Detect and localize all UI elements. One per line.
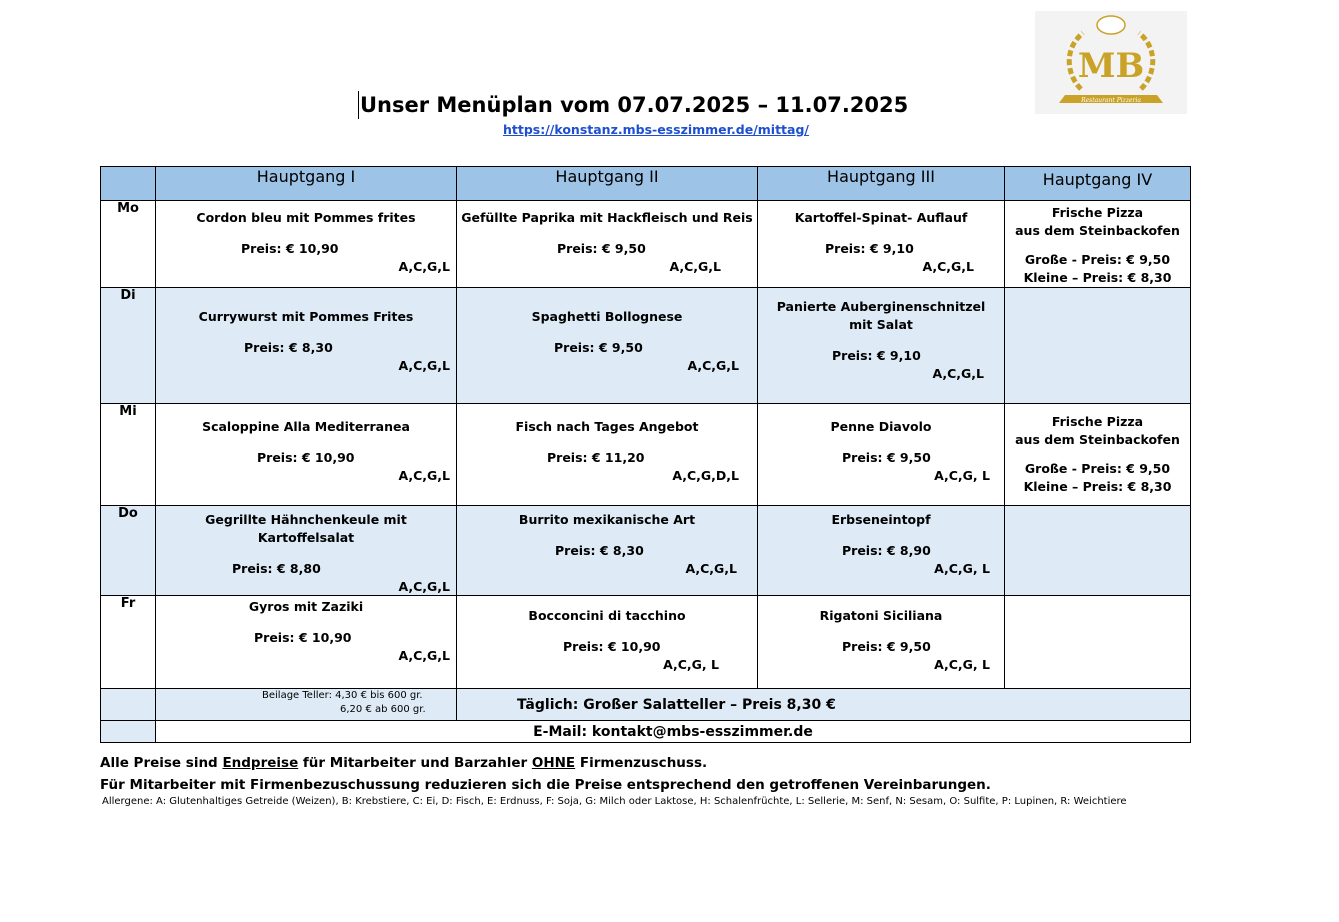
notes-line-1: Alle Preise sind Endpreise für Mitarbeiter und Barzahler OHNE Firmenzuschuss. — [100, 755, 708, 771]
dish-allergens: A,C,G, L — [934, 468, 990, 483]
empty-cell — [101, 689, 156, 721]
dish-price: Preis: € 8,30 — [555, 543, 644, 558]
dish-allergens: A,C,G,L — [922, 259, 974, 274]
dish-name: Kartoffel-Spinat- Auflauf — [794, 210, 968, 225]
day-label: Do — [101, 506, 156, 596]
pizza-title: Frische Pizza — [1051, 205, 1144, 220]
laurel-wreath-logo-icon — [1035, 11, 1187, 114]
dish-allergens: A,C,G,L — [398, 468, 450, 483]
dish-name: Panierte Auberginenschnitzel mit Salat — [776, 299, 986, 332]
dish-allergens: A,C,G,L — [669, 259, 721, 274]
empty-cell — [1005, 288, 1191, 404]
menu-cell — [758, 596, 1005, 689]
menu-cell — [156, 596, 457, 689]
dish-name: Burrito mexikanische Art — [518, 512, 696, 527]
row-mi — [101, 404, 1191, 506]
pizza-large-price: Große - Preis: € 9,50 — [1024, 461, 1171, 476]
dish-price: Preis: € 10,90 — [241, 241, 339, 256]
dish-price: Preis: € 11,20 — [547, 450, 645, 465]
dish-price: Preis: € 8,30 — [244, 340, 333, 355]
menu-cell — [156, 288, 457, 404]
menu-cell — [758, 404, 1005, 506]
row-email — [101, 721, 1191, 743]
dish-allergens: A,C,G,L — [932, 366, 984, 381]
dish-allergens: A,C,G,L — [398, 648, 450, 663]
pizza-small-price: Kleine – Preis: € 8,30 — [1023, 270, 1172, 285]
dish-price: Preis: € 9,50 — [557, 241, 646, 256]
pizza-small-price: Kleine – Preis: € 8,30 — [1023, 479, 1172, 494]
dish-name: Gefüllte Paprika mit Hackfleisch und Reis — [461, 210, 753, 225]
header-hauptgang-1: Hauptgang I — [156, 167, 457, 201]
dish-allergens: A,C,G,L — [398, 259, 450, 274]
menu-cell — [457, 288, 758, 404]
header-hauptgang-3: Hauptgang III — [758, 167, 1005, 201]
dish-price: Preis: € 9,50 — [842, 450, 931, 465]
day-label: Fr — [101, 596, 156, 689]
dish-allergens: A,C,G,L — [398, 358, 450, 373]
empty-cell — [101, 721, 156, 743]
dish-name: Spaghetti Bollognese — [531, 309, 683, 324]
row-mo — [101, 201, 1191, 288]
dish-allergens: A,C,G, L — [934, 561, 990, 576]
row-beilage — [101, 689, 1191, 721]
dish-price: Preis: € 8,90 — [842, 543, 931, 558]
menu-cell — [758, 506, 1005, 596]
svg-text:Restaurant Pizzeria: Restaurant Pizzeria — [1081, 97, 1141, 104]
pizza-subtitle: aus dem Steinbackofen — [1015, 223, 1180, 238]
email-cell: E-Mail: kontakt@mbs-esszimmer.de — [156, 721, 1191, 743]
row-do — [101, 506, 1191, 596]
dish-name: Cordon bleu mit Pommes frites — [196, 210, 416, 225]
menu-link[interactable]: https://konstanz.mbs-esszimmer.de/mittag/ — [503, 122, 809, 137]
empty-cell — [1005, 596, 1191, 689]
dish-name: Currywurst mit Pommes Frites — [198, 309, 414, 324]
menu-cell — [156, 404, 457, 506]
dish-allergens: A,C,G, L — [663, 657, 719, 672]
dish-name: Rigatoni Siciliana — [819, 608, 943, 623]
dish-name: Penne Diavolo — [830, 419, 932, 434]
dish-name: Gyros mit Zaziki — [248, 599, 364, 614]
day-label: Mi — [101, 404, 156, 506]
pizza-subtitle: aus dem Steinbackofen — [1015, 432, 1180, 447]
empty-cell — [1005, 506, 1191, 596]
dish-price: Preis: € 10,90 — [563, 639, 661, 654]
day-label: Mo — [101, 201, 156, 288]
menu-cell — [758, 288, 1005, 404]
page-title: Unser Menüplan vom 07.07.2025 – 11.07.2025 — [360, 93, 909, 117]
day-label: Di — [101, 288, 156, 404]
dish-name: Fisch nach Tages Angebot — [515, 419, 699, 434]
pizza-cell — [1005, 404, 1191, 506]
dish-allergens: A,C,G,L — [398, 579, 450, 594]
price-notes — [100, 752, 991, 796]
dish-name: Gegrillte Hähnchenkeule mit Kartoffelsalat — [205, 512, 407, 545]
menu-cell — [758, 201, 1005, 288]
notes-line-2: Für Mitarbeiter mit Firmenbezuschussung reduzieren sich die Preise entsprechend den getroffenen Vereinbarungen. — [100, 777, 991, 793]
dish-name: Bocconcini di tacchino — [528, 608, 686, 623]
dish-price: Preis: € 9,10 — [825, 241, 914, 256]
dish-allergens: A,C,G,L — [685, 561, 737, 576]
pizza-large-price: Große - Preis: € 9,50 — [1024, 252, 1171, 267]
pizza-cell — [1005, 201, 1191, 288]
menu-cell — [457, 404, 758, 506]
dish-allergens: A,C,G,D,L — [672, 468, 739, 483]
dish-allergens: A,C,G, L — [934, 657, 990, 672]
pizza-title: Frische Pizza — [1051, 414, 1144, 429]
dish-price: Preis: € 9,50 — [554, 340, 643, 355]
svg-text:MB: MB — [1077, 46, 1145, 86]
menu-cell — [457, 201, 758, 288]
menu-cell — [156, 506, 457, 596]
dish-price: Preis: € 9,50 — [842, 639, 931, 654]
allergen-legend: Allergene: A: Glutenhaltiges Getreide (Weizen), B: Krebstiere, C: Ei, D: Fisch, E: Erdnuss, F: Soja, G: Milch oder Laktose, H: Schalenfrüchte, L: Sellerie, M: Senf, N: Sesam, O: Sulfite, P: Lupinen, R: Weichtiere — [102, 796, 1127, 807]
row-fr — [101, 596, 1191, 689]
menu-table — [100, 166, 1191, 743]
beilage-line1: Beilage Teller: 4,30 € bis 600 gr. — [262, 690, 423, 701]
menu-cell — [457, 506, 758, 596]
restaurant-logo — [1035, 11, 1187, 114]
row-di — [101, 288, 1191, 404]
dish-name: Scaloppine Alla Mediterranea — [202, 419, 410, 434]
beilage-line2: 6,20 € ab 600 gr. — [340, 704, 426, 715]
header-hauptgang-2: Hauptgang II — [457, 167, 758, 201]
menu-cell — [457, 596, 758, 689]
header-hauptgang-4: Hauptgang IV — [1005, 167, 1191, 201]
beilage-cell — [156, 689, 457, 721]
dish-price: Preis: € 8,80 — [232, 561, 321, 576]
menu-cell — [156, 201, 457, 288]
header-corner — [101, 167, 156, 201]
salat-cell: Täglich: Großer Salatteller – Preis 8,30 € — [457, 689, 1191, 721]
dish-price: Preis: € 10,90 — [257, 450, 355, 465]
dish-price: Preis: € 10,90 — [254, 630, 352, 645]
dish-price: Preis: € 9,10 — [832, 348, 921, 363]
dish-name: Erbseneintopf — [831, 512, 931, 527]
dish-allergens: A,C,G,L — [687, 358, 739, 373]
